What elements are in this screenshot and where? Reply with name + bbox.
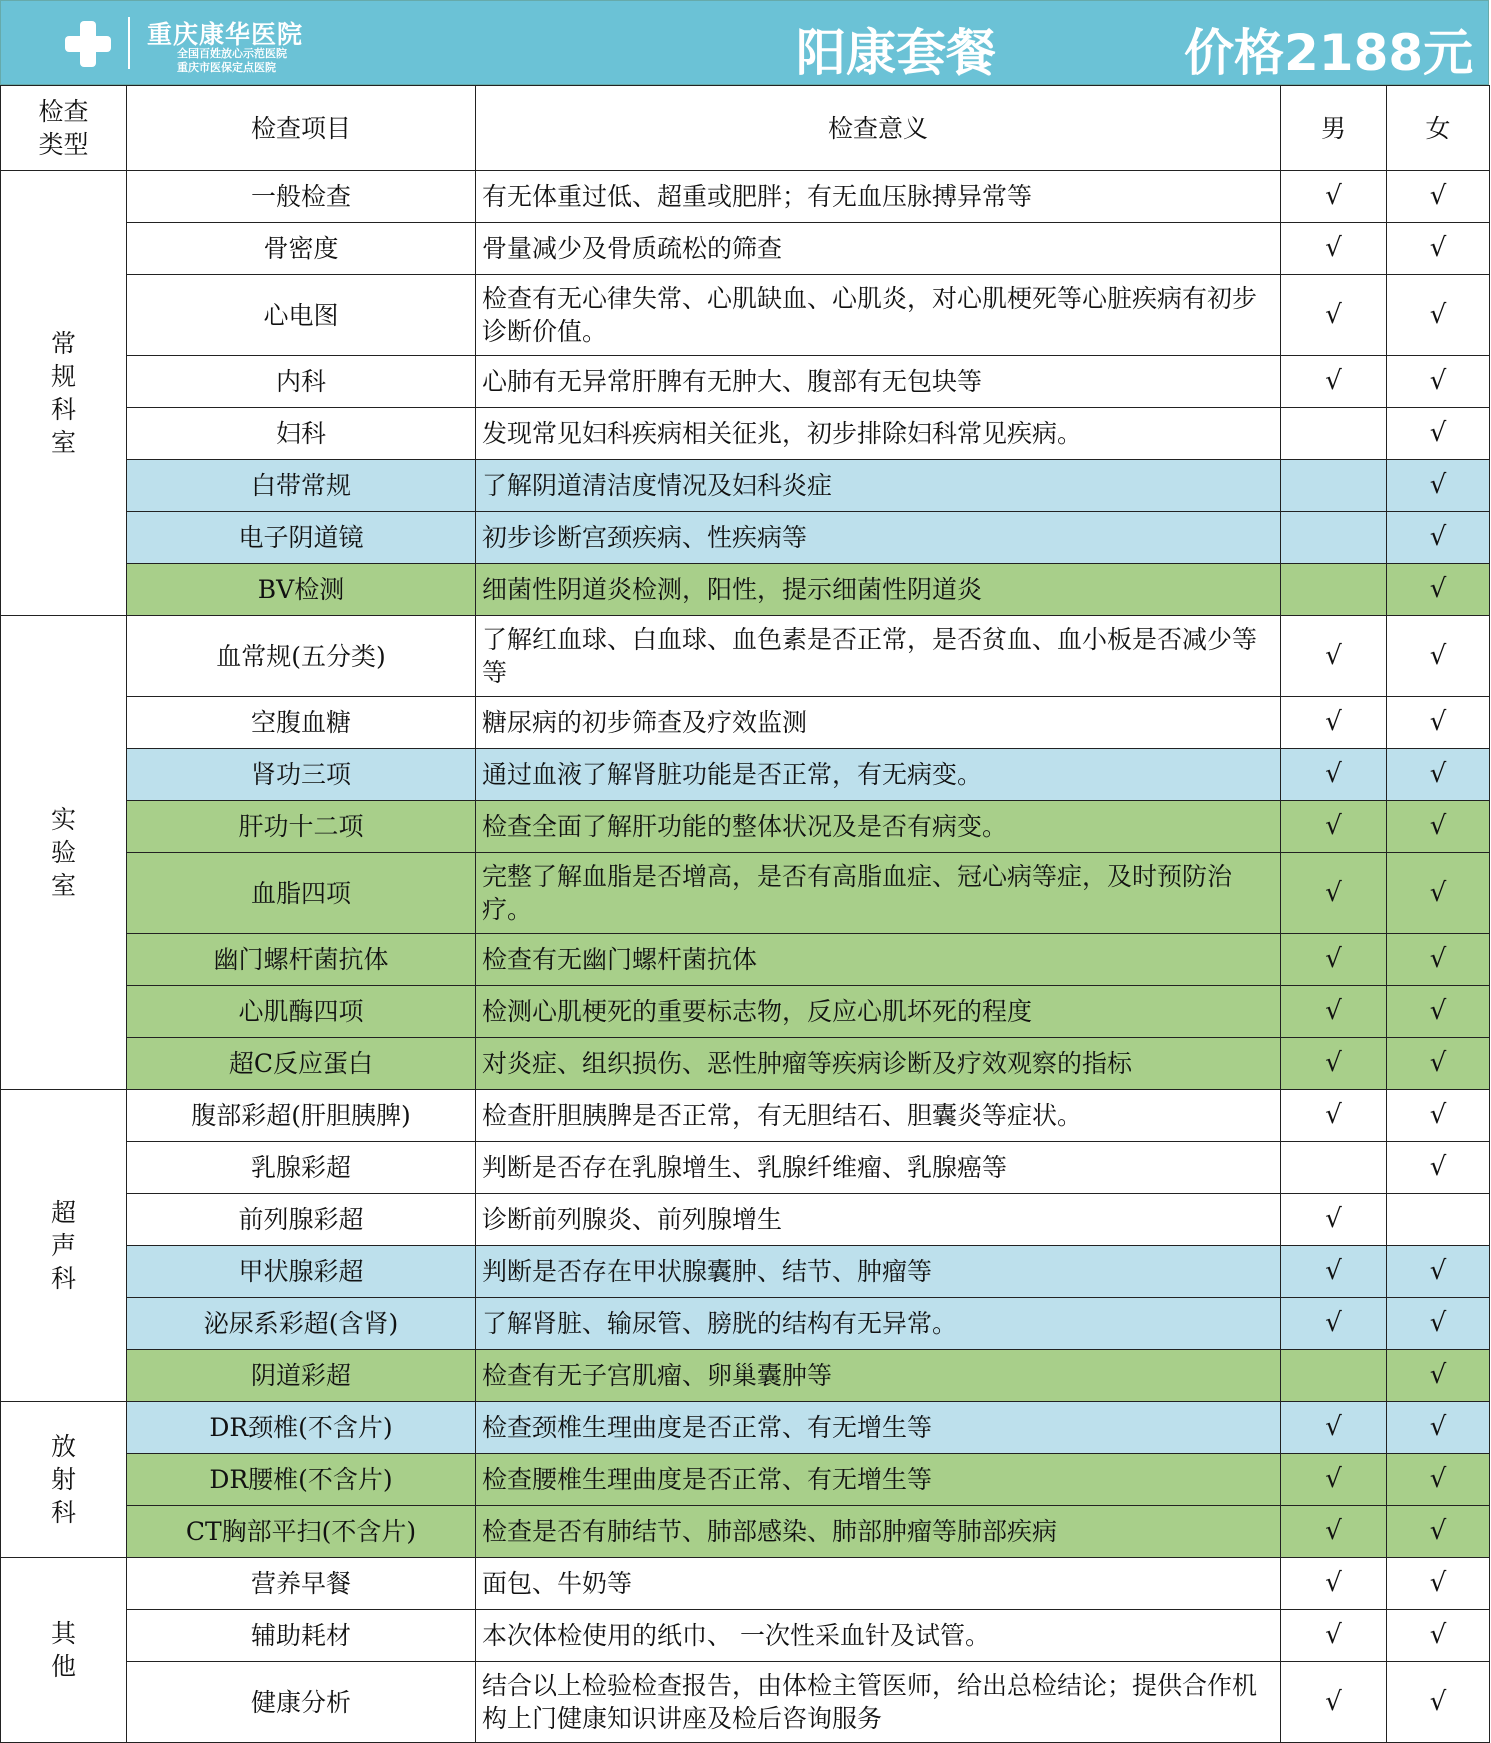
category-cell — [1, 171, 127, 616]
exam-item: 空腹血糖 — [127, 697, 476, 749]
category-label: 放射科 — [51, 1432, 77, 1527]
male-check — [1281, 512, 1387, 564]
table-row — [1, 356, 1490, 408]
table-row — [1, 1298, 1490, 1350]
female-check: √ — [1387, 1142, 1490, 1194]
male-check: √ — [1281, 697, 1387, 749]
exam-meaning: 检查全面了解肝功能的整体状况及是否有病变。 — [476, 801, 1281, 853]
category-label: 实验室 — [51, 805, 77, 900]
female-check: √ — [1387, 1350, 1490, 1402]
female-check: √ — [1387, 801, 1490, 853]
female-check: √ — [1387, 223, 1490, 275]
female-check — [1387, 1194, 1490, 1246]
exam-meaning: 结合以上检验检查报告，由体检主管医师，给出总检结论；提供合作机构上门健康知识讲座及检后咨询服务 — [476, 1662, 1281, 1743]
exam-table — [0, 85, 1490, 1743]
table-row — [1, 1350, 1490, 1402]
exam-meaning: 检查有无子宫肌瘤、卵巢囊肿等 — [476, 1350, 1281, 1402]
female-check: √ — [1387, 1506, 1490, 1558]
male-check: √ — [1281, 616, 1387, 697]
table-row — [1, 1246, 1490, 1298]
female-check: √ — [1387, 1662, 1490, 1743]
header-banner — [0, 0, 1489, 85]
male-check: √ — [1281, 171, 1387, 223]
exam-meaning: 检查有无幽门螺杆菌抗体 — [476, 934, 1281, 986]
male-check: √ — [1281, 1558, 1387, 1610]
exam-meaning: 检查是否有肺结节、肺部感染、肺部肿瘤等肺部疾病 — [476, 1506, 1281, 1558]
table-row — [1, 408, 1490, 460]
table-row — [1, 1038, 1490, 1090]
package-title: 阳康套餐 — [796, 24, 996, 82]
category-cell — [1, 1402, 127, 1558]
exam-item: 乳腺彩超 — [127, 1142, 476, 1194]
hospital-cross-icon — [65, 21, 111, 67]
female-check: √ — [1387, 616, 1490, 697]
female-check: √ — [1387, 460, 1490, 512]
exam-item: DR颈椎(不含片) — [127, 1402, 476, 1454]
female-check: √ — [1387, 1246, 1490, 1298]
female-check: √ — [1387, 1038, 1490, 1090]
exam-item: 骨密度 — [127, 223, 476, 275]
exam-meaning: 初步诊断宫颈疾病、性疾病等 — [476, 512, 1281, 564]
exam-meaning: 面包、牛奶等 — [476, 1558, 1281, 1610]
female-check: √ — [1387, 171, 1490, 223]
female-check: √ — [1387, 749, 1490, 801]
male-check: √ — [1281, 1090, 1387, 1142]
hospital-subtitle-1: 全国百姓放心示范医院 — [177, 47, 287, 60]
exam-meaning: 发现常见妇科疾病相关征兆，初步排除妇科常见疾病。 — [476, 408, 1281, 460]
exam-item: BV检测 — [127, 564, 476, 616]
table-row — [1, 1090, 1490, 1142]
exam-item: 幽门螺杆菌抗体 — [127, 934, 476, 986]
exam-item: 腹部彩超(肝胆胰脾) — [127, 1090, 476, 1142]
exam-meaning: 了解红血球、白血球、血色素是否正常，是否贫血、血小板是否减少等等 — [476, 616, 1281, 697]
exam-item: 心肌酶四项 — [127, 986, 476, 1038]
female-check: √ — [1387, 697, 1490, 749]
table-row — [1, 616, 1490, 697]
exam-meaning: 了解阴道清洁度情况及妇科炎症 — [476, 460, 1281, 512]
female-check: √ — [1387, 1090, 1490, 1142]
table-row — [1, 564, 1490, 616]
table-row — [1, 986, 1490, 1038]
table-row — [1, 223, 1490, 275]
exam-meaning: 糖尿病的初步筛查及疗效监测 — [476, 697, 1281, 749]
exam-item: 超C反应蛋白 — [127, 1038, 476, 1090]
male-check: √ — [1281, 986, 1387, 1038]
exam-meaning: 对炎症、组织损伤、恶性肿瘤等疾病诊断及疗效观察的指标 — [476, 1038, 1281, 1090]
female-check: √ — [1387, 512, 1490, 564]
table-row — [1, 1662, 1490, 1743]
exam-meaning: 通过血液了解肾脏功能是否正常，有无病变。 — [476, 749, 1281, 801]
male-check: √ — [1281, 801, 1387, 853]
exam-item: 白带常规 — [127, 460, 476, 512]
male-check: √ — [1281, 1610, 1387, 1662]
male-check: √ — [1281, 223, 1387, 275]
exam-meaning: 骨量减少及骨质疏松的筛查 — [476, 223, 1281, 275]
exam-item: 前列腺彩超 — [127, 1194, 476, 1246]
category-label: 常规科室 — [51, 329, 77, 457]
exam-item: 辅助耗材 — [127, 1610, 476, 1662]
male-check: √ — [1281, 1194, 1387, 1246]
male-check: √ — [1281, 853, 1387, 934]
male-check — [1281, 1350, 1387, 1402]
exam-item: 阴道彩超 — [127, 1350, 476, 1402]
male-check: √ — [1281, 275, 1387, 356]
female-check: √ — [1387, 408, 1490, 460]
hospital-subtitle-2: 重庆市医保定点医院 — [177, 61, 276, 74]
exam-item: 肝功十二项 — [127, 801, 476, 853]
category-cell — [1, 1090, 127, 1402]
col-header-type: 检查 类型 — [1, 86, 127, 171]
male-check: √ — [1281, 1662, 1387, 1743]
exam-item: 健康分析 — [127, 1662, 476, 1743]
exam-item: 心电图 — [127, 275, 476, 356]
exam-meaning: 心肺有无异常肝脾有无肿大、腹部有无包块等 — [476, 356, 1281, 408]
table-row — [1, 1402, 1490, 1454]
category-cell — [1, 1558, 127, 1743]
exam-meaning: 判断是否存在乳腺增生、乳腺纤维瘤、乳腺癌等 — [476, 1142, 1281, 1194]
female-check: √ — [1387, 1558, 1490, 1610]
table-row — [1, 1194, 1490, 1246]
table-row — [1, 460, 1490, 512]
exam-item: 血脂四项 — [127, 853, 476, 934]
exam-item: 一般检查 — [127, 171, 476, 223]
table-header-row — [1, 86, 1490, 171]
male-check: √ — [1281, 1454, 1387, 1506]
exam-item: 泌尿系彩超(含肾) — [127, 1298, 476, 1350]
female-check: √ — [1387, 1298, 1490, 1350]
exam-item: 营养早餐 — [127, 1558, 476, 1610]
male-check: √ — [1281, 1038, 1387, 1090]
exam-meaning: 本次体检使用的纸巾、 一次性采血针及试管。 — [476, 1610, 1281, 1662]
col-header-item: 检查项目 — [127, 86, 476, 171]
exam-meaning: 诊断前列腺炎、前列腺增生 — [476, 1194, 1281, 1246]
exam-item: DR腰椎(不含片) — [127, 1454, 476, 1506]
table-row — [1, 934, 1490, 986]
col-header-female: 女 — [1387, 86, 1490, 171]
table-row — [1, 1506, 1490, 1558]
female-check: √ — [1387, 1454, 1490, 1506]
female-check: √ — [1387, 986, 1490, 1038]
hospital-name: 重庆康华医院 — [147, 20, 304, 49]
female-check: √ — [1387, 1402, 1490, 1454]
exam-meaning: 判断是否存在甲状腺囊肿、结节、肿瘤等 — [476, 1246, 1281, 1298]
exam-item: 甲状腺彩超 — [127, 1246, 476, 1298]
male-check: √ — [1281, 1246, 1387, 1298]
table-row — [1, 1142, 1490, 1194]
category-label: 超声科 — [51, 1198, 77, 1293]
exam-item: 电子阴道镜 — [127, 512, 476, 564]
category-label: 其他 — [51, 1619, 77, 1681]
exam-meaning: 了解肾脏、输尿管、膀胱的结构有无异常。 — [476, 1298, 1281, 1350]
exam-meaning: 有无体重过低、超重或肥胖；有无血压脉搏异常等 — [476, 171, 1281, 223]
col-header-meaning: 检查意义 — [476, 86, 1281, 171]
table-row — [1, 512, 1490, 564]
exam-meaning: 完整了解血脂是否增高，是否有高脂血症、冠心病等症，及时预防治疗。 — [476, 853, 1281, 934]
logo-divider — [128, 17, 130, 69]
male-check: √ — [1281, 749, 1387, 801]
male-check — [1281, 564, 1387, 616]
exam-meaning: 检查腰椎生理曲度是否正常、有无增生等 — [476, 1454, 1281, 1506]
exam-meaning: 检查有无心律失常、心肌缺血、心肌炎，对心肌梗死等心脏疾病有初步诊断价值。 — [476, 275, 1281, 356]
table-row — [1, 171, 1490, 223]
exam-meaning: 检查肝胆胰脾是否正常，有无胆结石、胆囊炎等症状。 — [476, 1090, 1281, 1142]
male-check: √ — [1281, 1506, 1387, 1558]
exam-item: 妇科 — [127, 408, 476, 460]
exam-item: 内科 — [127, 356, 476, 408]
exam-meaning: 细菌性阴道炎检测，阳性，提示细菌性阴道炎 — [476, 564, 1281, 616]
female-check: √ — [1387, 1610, 1490, 1662]
male-check — [1281, 460, 1387, 512]
exam-meaning: 检测心肌梗死的重要标志物，反应心肌坏死的程度 — [476, 986, 1281, 1038]
table-row — [1, 853, 1490, 934]
table-row — [1, 1558, 1490, 1610]
exam-item: CT胸部平扫(不含片) — [127, 1506, 476, 1558]
male-check: √ — [1281, 1298, 1387, 1350]
table-row — [1, 1610, 1490, 1662]
col-header-male: 男 — [1281, 86, 1387, 171]
male-check — [1281, 1142, 1387, 1194]
table-row — [1, 697, 1490, 749]
male-check: √ — [1281, 934, 1387, 986]
table-row — [1, 801, 1490, 853]
table-row — [1, 1454, 1490, 1506]
package-price: 价格2188元 — [1184, 24, 1474, 82]
category-cell — [1, 616, 127, 1090]
male-check: √ — [1281, 1402, 1387, 1454]
female-check: √ — [1387, 356, 1490, 408]
female-check: √ — [1387, 853, 1490, 934]
exam-item: 血常规(五分类) — [127, 616, 476, 697]
exam-item: 肾功三项 — [127, 749, 476, 801]
exam-meaning: 检查颈椎生理曲度是否正常、有无增生等 — [476, 1402, 1281, 1454]
female-check: √ — [1387, 275, 1490, 356]
male-check: √ — [1281, 356, 1387, 408]
table-row — [1, 749, 1490, 801]
female-check: √ — [1387, 934, 1490, 986]
table-row — [1, 275, 1490, 356]
male-check — [1281, 408, 1387, 460]
female-check: √ — [1387, 564, 1490, 616]
